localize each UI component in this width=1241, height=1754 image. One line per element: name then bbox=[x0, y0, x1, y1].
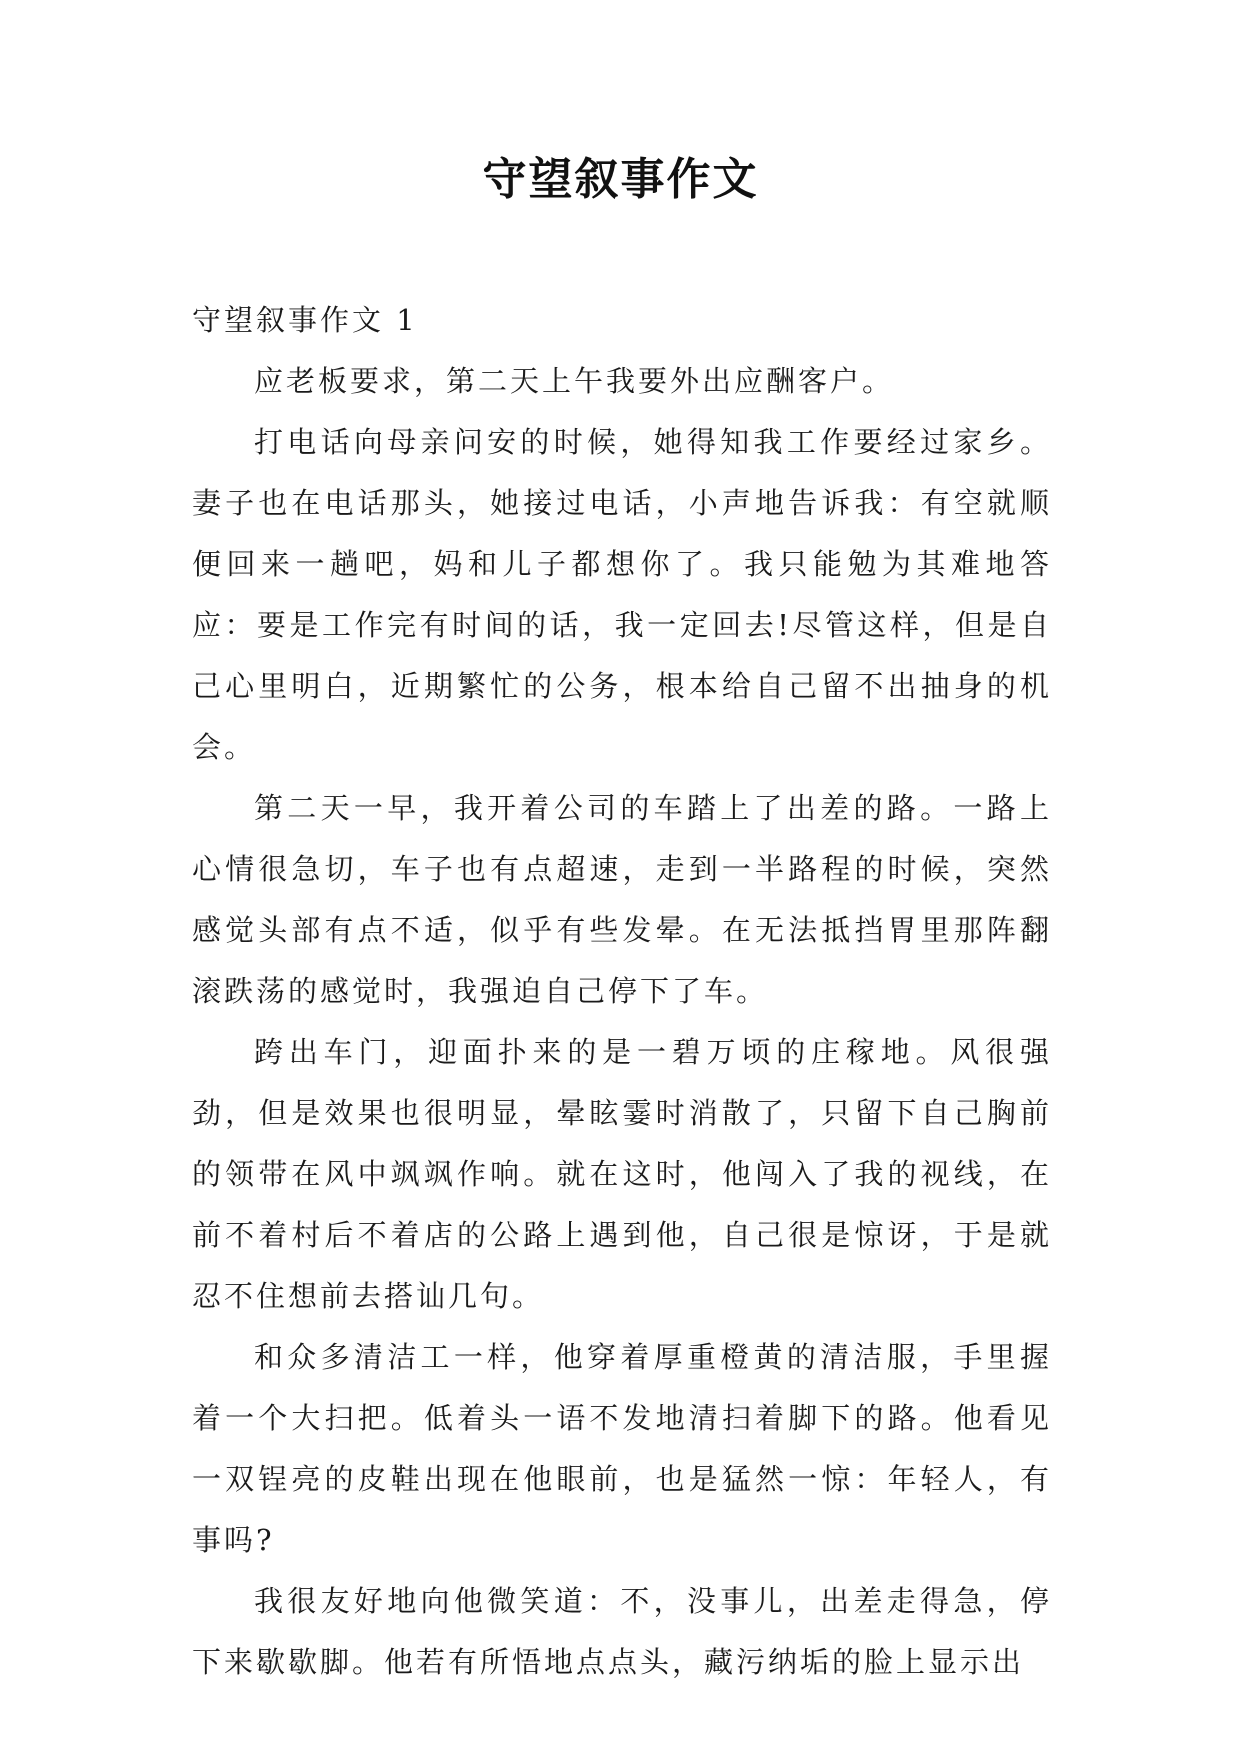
paragraph-5: 和众多清洁工一样，他穿着厚重橙黄的清洁服，手里握着一个大扫把。低着头一语不发地清扫着脚下的路。他看见一双锃亮的皮鞋出现在他眼前，也是猛然一惊：年轻人，有事吗? bbox=[192, 1340, 1052, 1557]
document-title: 守望叙事作文 bbox=[482, 154, 759, 205]
document-body bbox=[192, 290, 1052, 1693]
paragraph-4: 跨出车门，迎面扑来的是一碧万顷的庄稼地。风很强劲，但是效果也很明显，晕眩霎时消散了，只留下自己胸前的领带在风中飒飒作响。就在这时，他闯入了我的视线，在前不着村后不着店的公路上遇到他，自己很是惊讶，于是就忍不住想前去搭讪几句。 bbox=[192, 1035, 1052, 1313]
paragraph-1: 应老板要求，第二天上午我要外出应酬客户。 bbox=[254, 364, 895, 398]
paragraph-3: 第二天一早，我开着公司的车踏上了出差的路。一路上心情很急切，车子也有点超速，走到一半路程的时候，突然感觉头部有点不适，似乎有些发晕。在无法抵挡胃里那阵翻滚跌荡的感觉时，我强迫自己停下了车。 bbox=[192, 791, 1052, 1008]
paragraph-2: 打电话向母亲问安的时候，她得知我工作要经过家乡。妻子也在电话那头，她接过电话，小声地告诉我：有空就顺便回来一趟吧，妈和儿子都想你了。我只能勉为其难地答应：要是工作完有时间的话，我一定回去!尽管这样，但是自己心里明白，近期繁忙的公务，根本给自己留不出抽身的机会。 bbox=[192, 425, 1052, 764]
paragraph-6: 我很友好地向他微笑道：不，没事儿，出差走得急，停下来歇歇脚。他若有所悟地点点头，藏污纳垢的脸上显示出 bbox=[192, 1584, 1052, 1679]
section-heading: 守望叙事作文 1 bbox=[192, 303, 418, 337]
